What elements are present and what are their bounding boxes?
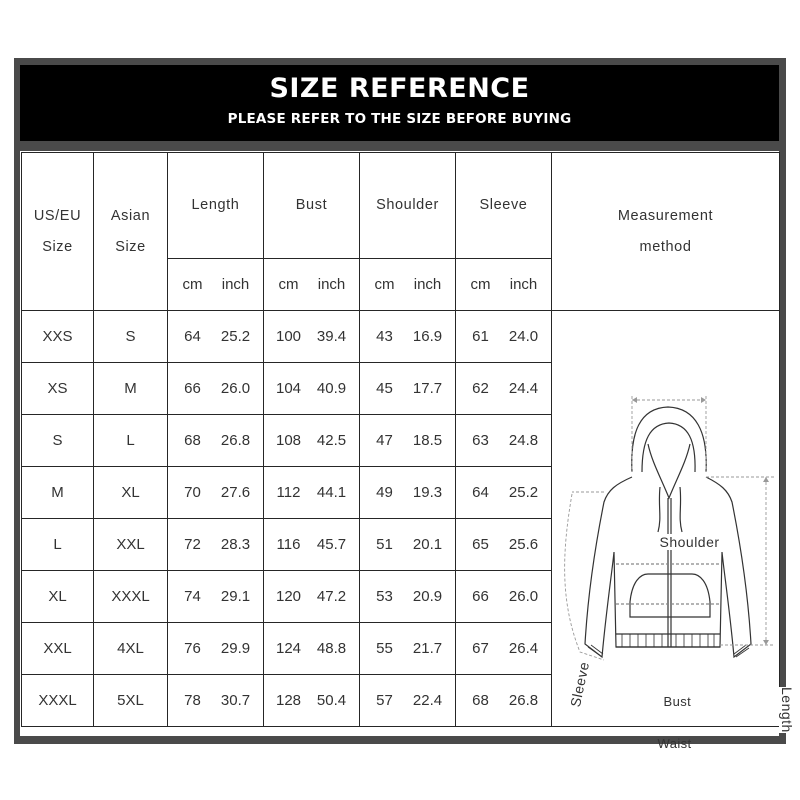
- unit-header-length: [168, 259, 264, 311]
- cell-cm: 112: [276, 484, 301, 501]
- header-measurement-line2: method: [639, 238, 692, 255]
- page-subtitle: PLEASE REFER TO THE SIZE BEFORE BUYING: [227, 111, 572, 127]
- cell-us-size: S: [22, 415, 94, 467]
- cell-cm: 116: [276, 536, 301, 553]
- cell-asian-size: L: [94, 415, 168, 467]
- unit-inch: inch: [221, 276, 250, 293]
- cell-inch: 25.2: [220, 328, 251, 345]
- cell-sleeve: [456, 675, 552, 727]
- unit-cm: cm: [182, 276, 203, 293]
- unit-inch: inch: [413, 276, 442, 293]
- cell-inch: 24.4: [508, 380, 539, 397]
- cell-inch: 17.7: [412, 380, 443, 397]
- cell-bust: [264, 311, 360, 363]
- unit-cm: cm: [278, 276, 299, 293]
- cell-inch: 21.7: [412, 640, 443, 657]
- cell-cm: 74: [184, 588, 201, 605]
- cell-inch: 25.6: [508, 536, 539, 553]
- cell-us-size: XXXL: [22, 675, 94, 727]
- cell-length: [168, 675, 264, 727]
- cell-shoulder: [360, 571, 456, 623]
- header-sleeve: Sleeve: [456, 153, 552, 259]
- cell-inch: 50.4: [316, 692, 347, 709]
- cell-cm: 63: [472, 432, 489, 449]
- cell-bust: [264, 363, 360, 415]
- header-asian-line2: Size: [115, 238, 146, 255]
- cell-cm: 53: [376, 588, 393, 605]
- unit-inch: inch: [509, 276, 538, 293]
- header-asian-size: [94, 153, 168, 311]
- cell-inch: 22.4: [412, 692, 443, 709]
- cell-inch: 16.9: [412, 328, 443, 345]
- cell-inch: 44.1: [316, 484, 347, 501]
- cell-cm: 67: [472, 640, 489, 657]
- header-us-eu-line1: US/EU: [33, 207, 82, 224]
- header-measurement-line1: Measurement: [617, 207, 714, 224]
- cell-sleeve: [456, 623, 552, 675]
- cell-sleeve: [456, 467, 552, 519]
- cell-inch: 19.3: [412, 484, 443, 501]
- unit-header-bust: [264, 259, 360, 311]
- cell-cm: 76: [184, 640, 201, 657]
- cell-inch: 28.3: [220, 536, 251, 553]
- header-us-eu-line2: Size: [42, 238, 73, 255]
- cell-cm: 55: [376, 640, 393, 657]
- cell-inch: 26.4: [508, 640, 539, 657]
- cell-cm: 64: [184, 328, 201, 345]
- cell-cm: 43: [376, 328, 393, 345]
- header-shoulder: Shoulder: [360, 153, 456, 259]
- cell-cm: 49: [376, 484, 393, 501]
- cell-shoulder: [360, 519, 456, 571]
- cell-asian-size: S: [94, 311, 168, 363]
- cell-cm: 45: [376, 380, 393, 397]
- cell-inch: 25.2: [508, 484, 539, 501]
- cell-inch: 39.4: [316, 328, 347, 345]
- cell-inch: 47.2: [316, 588, 347, 605]
- diagram-label-bust: Bust: [663, 693, 692, 709]
- cell-shoulder: [360, 675, 456, 727]
- cell-shoulder: [360, 467, 456, 519]
- cell-length: [168, 519, 264, 571]
- unit-cm: cm: [374, 276, 395, 293]
- cell-length: [168, 415, 264, 467]
- cell-asian-size: M: [94, 363, 168, 415]
- cell-shoulder: [360, 623, 456, 675]
- cell-sleeve: [456, 415, 552, 467]
- cell-asian-size: 5XL: [94, 675, 168, 727]
- cell-cm: 61: [472, 328, 489, 345]
- cell-inch: 26.0: [508, 588, 539, 605]
- cell-cm: 64: [472, 484, 489, 501]
- cell-cm: 57: [376, 692, 393, 709]
- cell-sleeve: [456, 519, 552, 571]
- cell-cm: 66: [184, 380, 201, 397]
- cell-cm: 72: [184, 536, 201, 553]
- cell-asian-size: 4XL: [94, 623, 168, 675]
- diagram-label-sleeve: Sleeve: [566, 659, 592, 708]
- cell-bust: [264, 571, 360, 623]
- cell-us-size: L: [22, 519, 94, 571]
- cell-shoulder: [360, 363, 456, 415]
- diagram-label-length: Length: [778, 686, 795, 733]
- cell-inch: 42.5: [316, 432, 347, 449]
- diagram-label-shoulder: Shoulder: [659, 533, 720, 550]
- cell-cm: 120: [275, 588, 302, 605]
- cell-sleeve: [456, 363, 552, 415]
- cell-length: [168, 363, 264, 415]
- cell-inch: 29.1: [220, 588, 251, 605]
- cell-cm: 65: [472, 536, 489, 553]
- cell-asian-size: XXL: [94, 519, 168, 571]
- page-title: SIZE REFERENCE: [269, 73, 530, 104]
- cell-sleeve: [456, 311, 552, 363]
- cell-us-size: XL: [22, 571, 94, 623]
- unit-header-shoulder: [360, 259, 456, 311]
- cell-cm: 51: [376, 536, 393, 553]
- cell-cm: 68: [472, 692, 489, 709]
- measurement-diagram-cell: [552, 311, 795, 751]
- cell-us-size: XXL: [22, 623, 94, 675]
- cell-cm: 128: [275, 692, 302, 709]
- cell-length: [168, 467, 264, 519]
- unit-cm: cm: [470, 276, 491, 293]
- cell-cm: 108: [275, 432, 302, 449]
- cell-us-size: M: [22, 467, 94, 519]
- cell-inch: 45.7: [316, 536, 347, 553]
- cell-cm: 104: [275, 380, 302, 397]
- cell-shoulder: [360, 415, 456, 467]
- cell-shoulder: [360, 311, 456, 363]
- header-us-eu-size: [22, 153, 94, 311]
- cell-bust: [264, 519, 360, 571]
- size-chart-table: [21, 152, 795, 751]
- cell-inch: 20.9: [412, 588, 443, 605]
- cell-cm: 62: [472, 380, 489, 397]
- cell-inch: 18.5: [412, 432, 443, 449]
- cell-inch: 48.8: [316, 640, 347, 657]
- cell-inch: 40.9: [316, 380, 347, 397]
- cell-cm: 124: [275, 640, 302, 657]
- cell-us-size: XS: [22, 363, 94, 415]
- cell-cm: 78: [184, 692, 201, 709]
- cell-inch: 24.8: [508, 432, 539, 449]
- cell-length: [168, 623, 264, 675]
- cell-cm: 100: [275, 328, 302, 345]
- cell-inch: 26.8: [220, 432, 251, 449]
- cell-inch: 30.7: [220, 692, 251, 709]
- cell-bust: [264, 675, 360, 727]
- cell-inch: 27.6: [220, 484, 251, 501]
- cell-inch: 26.8: [508, 692, 539, 709]
- cell-us-size: XXS: [22, 311, 94, 363]
- header-length: Length: [168, 153, 264, 259]
- cell-cm: 66: [472, 588, 489, 605]
- header-measurement-method: [552, 153, 780, 311]
- cell-inch: 26.0: [220, 380, 251, 397]
- cell-inch: 29.9: [220, 640, 251, 657]
- cell-bust: [264, 467, 360, 519]
- cell-cm: 68: [184, 432, 201, 449]
- cell-bust: [264, 623, 360, 675]
- header-asian-line1: Asian: [110, 207, 151, 224]
- table-row: [22, 311, 780, 363]
- cell-asian-size: XXXL: [94, 571, 168, 623]
- cell-length: [168, 571, 264, 623]
- header-banner: [20, 65, 779, 141]
- cell-sleeve: [456, 571, 552, 623]
- cell-cm: 70: [184, 484, 201, 501]
- cell-cm: 47: [376, 432, 393, 449]
- cell-asian-size: XL: [94, 467, 168, 519]
- diagram-label-waist: Waist: [657, 735, 692, 751]
- header-bust: Bust: [264, 153, 360, 259]
- cell-length: [168, 311, 264, 363]
- cell-inch: 24.0: [508, 328, 539, 345]
- cell-bust: [264, 415, 360, 467]
- unit-inch: inch: [317, 276, 346, 293]
- unit-header-sleeve: [456, 259, 552, 311]
- cell-inch: 20.1: [412, 536, 443, 553]
